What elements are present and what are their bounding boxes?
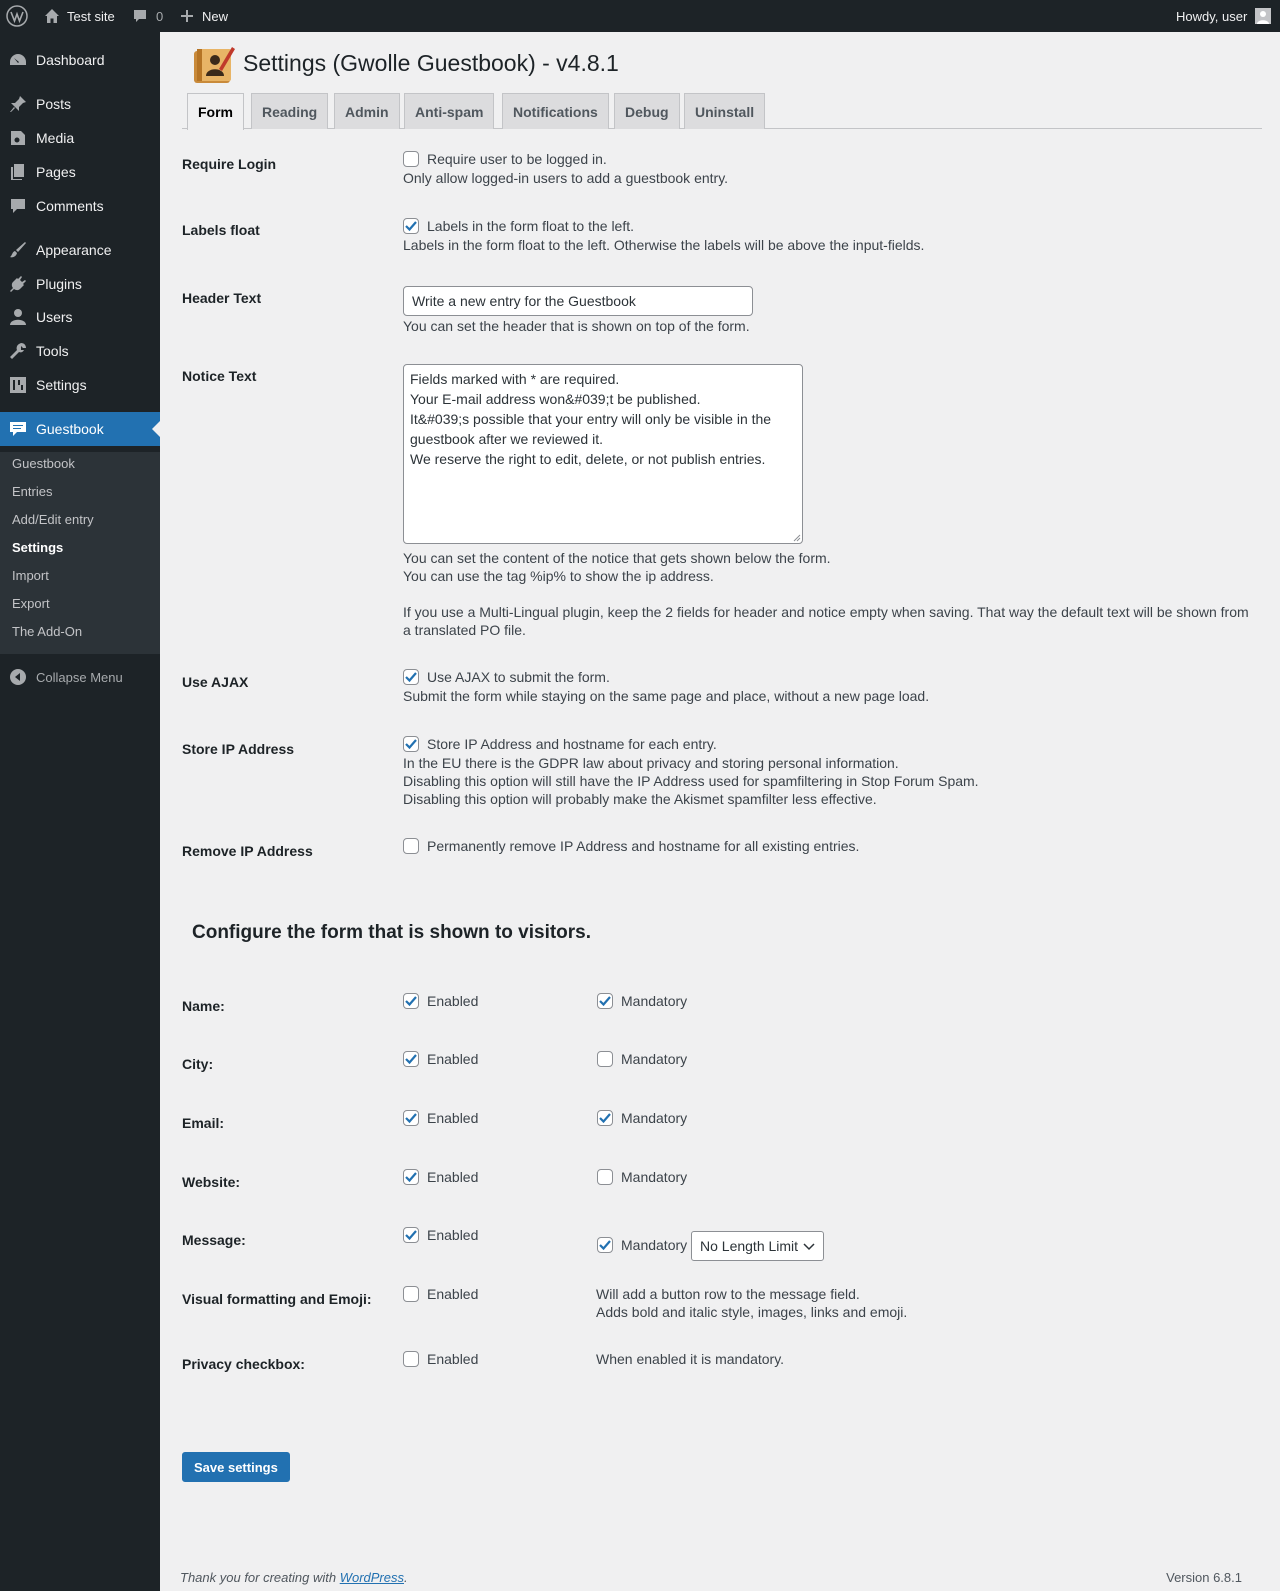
- notice-text-textarea[interactable]: Fields marked with * are required. Your E-mail address won&#039;t be published. It&#039;s possible that your entry will only be visible in the guestbook after we reviewed it. We reserve the right to edit, delete, or not publish entries.: [403, 364, 803, 544]
- plug-icon: [0, 275, 36, 293]
- sidebar-item-guestbook[interactable]: [0, 412, 160, 446]
- remove-ip-checkbox-label: Permanently remove IP Address and hostname for all existing entries.: [427, 838, 860, 854]
- website-enabled-option[interactable]: [403, 1169, 478, 1185]
- submenu-item-add-edit-entry[interactable]: Add/Edit entry: [12, 511, 94, 527]
- visual-enabled-checkbox[interactable]: [403, 1286, 419, 1302]
- store-ip-desc-1: In the EU there is the GDPR law about privacy and storing personal information.: [403, 755, 899, 771]
- sidebar-item-label: Media: [36, 130, 75, 146]
- tab-uninstall[interactable]: Uninstall: [684, 93, 765, 129]
- website-mandatory-option[interactable]: [597, 1169, 687, 1185]
- sidebar-item-posts[interactable]: [0, 87, 160, 121]
- footer-thanks: [180, 1570, 408, 1585]
- message-length-select[interactable]: [691, 1231, 824, 1261]
- comments-count: 0: [156, 8, 164, 24]
- sidebar-item-users[interactable]: [0, 300, 160, 334]
- tab-notifications[interactable]: Notifications: [502, 93, 609, 129]
- header-text-desc: You can set the header that is shown on top of the form.: [403, 318, 750, 334]
- mandatory-label: Mandatory: [621, 1051, 688, 1067]
- wrench-icon: [0, 342, 36, 360]
- sidebar-item-media[interactable]: [0, 121, 160, 155]
- labels-float-checkbox-label: Labels in the form float to the left.: [427, 218, 635, 234]
- message-mandatory-checkbox[interactable]: [597, 1237, 613, 1253]
- enabled-label: Enabled: [427, 1051, 479, 1067]
- enabled-label: Enabled: [427, 993, 479, 1009]
- brush-icon: [0, 241, 36, 259]
- enabled-label: Enabled: [427, 1286, 479, 1302]
- mandatory-label: Mandatory: [621, 1110, 688, 1126]
- field-website-label: Website:: [182, 1174, 241, 1190]
- require-login-checkbox-label: Require user to be logged in.: [427, 151, 607, 167]
- wordpress-link[interactable]: WordPress: [339, 1570, 404, 1585]
- collapse-menu-button[interactable]: [0, 662, 160, 692]
- new-label: New: [202, 8, 229, 24]
- labels-float-desc: Labels in the form float to the left. Otherwise the labels will be above the input-fields.: [403, 237, 925, 253]
- sidebar-item-plugins[interactable]: [0, 267, 160, 301]
- sidebar-item-label: Plugins: [36, 276, 82, 292]
- email-enabled-option[interactable]: [403, 1110, 478, 1126]
- guestbook-icon: [0, 420, 36, 438]
- header-text-input[interactable]: [403, 286, 753, 316]
- tab-form[interactable]: Form: [187, 93, 244, 130]
- message-mandatory-option[interactable]: [597, 1237, 687, 1253]
- plus-icon: [180, 9, 194, 23]
- field-visual-formatting-label: Visual formatting and Emoji:: [182, 1291, 372, 1307]
- email-mandatory-option[interactable]: [597, 1110, 687, 1126]
- enabled-label: Enabled: [427, 1351, 479, 1367]
- use-ajax-desc: Submit the form while staying on the same page and place, without a new page load.: [403, 688, 930, 704]
- sidebar-item-label: Appearance: [36, 242, 112, 258]
- sidebar-item-label: Users: [36, 309, 73, 325]
- email-mandatory-checkbox[interactable]: [597, 1110, 613, 1126]
- require-login-checkbox[interactable]: [403, 151, 419, 167]
- comments-icon: [0, 197, 36, 215]
- message-enabled-checkbox[interactable]: [403, 1227, 419, 1243]
- my-account-link[interactable]: [1176, 0, 1271, 32]
- use-ajax-option[interactable]: [403, 669, 610, 685]
- guestbook-submenu: [0, 452, 160, 654]
- name-enabled-option[interactable]: [403, 993, 478, 1009]
- enabled-label: Enabled: [427, 1227, 479, 1243]
- use-ajax-checkbox[interactable]: [403, 669, 419, 685]
- comments-link[interactable]: [132, 0, 163, 32]
- website-enabled-checkbox[interactable]: [403, 1169, 419, 1185]
- comment-bubble-icon: [132, 8, 148, 24]
- labels-float-label: Labels float: [182, 222, 260, 238]
- store-ip-desc-2: Disabling this option will still have the IP Address used for spamfiltering in Stop Forum Spam.: [403, 773, 979, 789]
- field-name-label: Name:: [182, 998, 225, 1014]
- settings-icon: [0, 376, 36, 394]
- sidebar-item-label: Posts: [36, 96, 72, 112]
- tab-reading[interactable]: Reading: [251, 93, 328, 129]
- website-mandatory-checkbox[interactable]: [597, 1169, 613, 1185]
- new-content-link[interactable]: [180, 0, 228, 32]
- labels-float-checkbox[interactable]: [403, 218, 419, 234]
- home-icon: [44, 8, 60, 24]
- use-ajax-checkbox-label: Use AJAX to submit the form.: [427, 669, 610, 685]
- field-city-label: City:: [182, 1056, 214, 1072]
- sidebar-item-tools[interactable]: [0, 334, 160, 368]
- notice-text-label: Notice Text: [182, 368, 257, 384]
- sidebar-item-label: Tools: [36, 343, 69, 359]
- require-login-label: Require Login: [182, 156, 277, 172]
- settings-tabs: [182, 93, 1262, 129]
- city-mandatory-checkbox[interactable]: [597, 1051, 613, 1067]
- enabled-label: Enabled: [427, 1169, 479, 1185]
- notice-text-desc-3: If you use a Multi-Lingual plugin, keep the 2 fields for header and notice empty when saving. That way the default text will be shown from a translated PO file.: [403, 604, 1249, 638]
- howdy-text: Howdy, user: [1176, 8, 1248, 24]
- store-ip-desc-3: Disabling this option will probably make the Akismet spamfilter less effective.: [403, 791, 877, 807]
- use-ajax-label: Use AJAX: [182, 674, 249, 690]
- wordpress-logo-icon[interactable]: [6, 0, 28, 32]
- notice-text-desc-1: You can set the content of the notice that gets shown below the form.: [403, 550, 831, 566]
- resize-grip-icon[interactable]: [793, 534, 801, 542]
- require-login-option[interactable]: [403, 151, 607, 167]
- tab-anti-spam[interactable]: Anti-spam: [404, 93, 494, 129]
- dashboard-icon: [0, 51, 36, 69]
- visual-note-2: Adds bold and italic style, images, links and emoji.: [596, 1304, 908, 1320]
- header-text-label: Header Text: [182, 290, 262, 306]
- labels-float-option[interactable]: [403, 218, 634, 234]
- sidebar-item-label: Dashboard: [36, 52, 105, 68]
- message-length-value: No Length Limit: [700, 1238, 799, 1254]
- require-login-desc: Only allow logged-in users to add a guestbook entry.: [403, 170, 729, 186]
- store-ip-checkbox-label: Store IP Address and hostname for each entry.: [427, 736, 717, 752]
- name-enabled-checkbox[interactable]: [403, 993, 419, 1009]
- store-ip-checkbox[interactable]: [403, 736, 419, 752]
- page-title: Settings (Gwolle Guestbook) - v4.8.1: [243, 50, 619, 76]
- chevron-down-icon: [803, 1243, 815, 1251]
- submenu-item-guestbook[interactable]: Guestbook: [12, 455, 75, 471]
- site-name: Test site: [67, 8, 115, 24]
- footer-period: .: [404, 1570, 408, 1585]
- user-icon: [0, 308, 36, 326]
- avatar: [1255, 8, 1271, 24]
- city-enabled-checkbox[interactable]: [403, 1051, 419, 1067]
- pages-icon: [0, 163, 36, 181]
- form-fields-section-title: Configure the form that is shown to visitors.: [192, 922, 592, 943]
- save-settings-button[interactable]: Save settings: [182, 1452, 290, 1482]
- footer-thanks-text: Thank you for creating with: [180, 1570, 340, 1585]
- remove-ip-option[interactable]: [403, 838, 859, 854]
- collapse-label: Collapse Menu: [36, 669, 123, 685]
- visual-enabled-option[interactable]: [403, 1286, 478, 1302]
- submenu-item-import[interactable]: Import: [12, 567, 49, 583]
- submenu-item-export[interactable]: Export: [12, 595, 50, 611]
- field-email-label: Email:: [182, 1115, 225, 1131]
- city-mandatory-option[interactable]: [597, 1051, 687, 1067]
- collapse-arrow-icon: [0, 669, 36, 685]
- privacy-note: When enabled it is mandatory.: [596, 1351, 785, 1367]
- privacy-enabled-checkbox[interactable]: [403, 1351, 419, 1367]
- tab-admin[interactable]: Admin: [334, 93, 400, 129]
- visual-note-1: Will add a button row to the message field.: [596, 1286, 860, 1302]
- sidebar-item-label: Guestbook: [36, 421, 104, 437]
- mandatory-label: Mandatory: [621, 1237, 688, 1253]
- site-name-link[interactable]: [44, 0, 115, 32]
- store-ip-option[interactable]: [403, 736, 717, 752]
- submenu-item-add-on[interactable]: The Add-On: [12, 623, 83, 639]
- privacy-enabled-option[interactable]: [403, 1351, 478, 1367]
- mandatory-label: Mandatory: [621, 993, 688, 1009]
- submenu-item-settings[interactable]: Settings: [12, 539, 64, 555]
- sidebar-item-settings[interactable]: [0, 368, 160, 402]
- mandatory-label: Mandatory: [621, 1169, 688, 1185]
- guestbook-book-icon: [192, 45, 236, 85]
- sidebar-item-label: Comments: [36, 198, 104, 214]
- message-enabled-option[interactable]: [403, 1227, 478, 1243]
- admin-sidebar: [0, 32, 160, 1591]
- footer-version: Version 6.8.1: [1166, 1570, 1242, 1585]
- name-mandatory-checkbox[interactable]: [597, 993, 613, 1009]
- pin-icon: [0, 95, 36, 113]
- sidebar-item-label: Settings: [36, 377, 87, 393]
- name-mandatory-option[interactable]: [597, 993, 687, 1009]
- notice-text-desc-2: You can use the tag %ip% to show the ip address.: [403, 568, 714, 584]
- sidebar-item-pages[interactable]: [0, 155, 160, 189]
- submenu-item-entries[interactable]: Entries: [12, 483, 53, 499]
- remove-ip-checkbox[interactable]: [403, 838, 419, 854]
- main-content: [160, 32, 1280, 1591]
- remove-ip-label: Remove IP Address: [182, 843, 313, 859]
- admin-bar: [0, 0, 1280, 32]
- tab-debug[interactable]: Debug: [614, 93, 680, 129]
- store-ip-label: Store IP Address: [182, 741, 295, 757]
- enabled-label: Enabled: [427, 1110, 479, 1126]
- field-message-label: Message:: [182, 1232, 246, 1248]
- field-privacy-label: Privacy checkbox:: [182, 1356, 305, 1372]
- sidebar-item-dashboard[interactable]: [0, 43, 160, 77]
- email-enabled-checkbox[interactable]: [403, 1110, 419, 1126]
- sidebar-item-appearance[interactable]: [0, 233, 160, 267]
- media-icon: [0, 129, 36, 147]
- sidebar-item-comments[interactable]: [0, 189, 160, 223]
- sidebar-item-label: Pages: [36, 164, 76, 180]
- city-enabled-option[interactable]: [403, 1051, 478, 1067]
